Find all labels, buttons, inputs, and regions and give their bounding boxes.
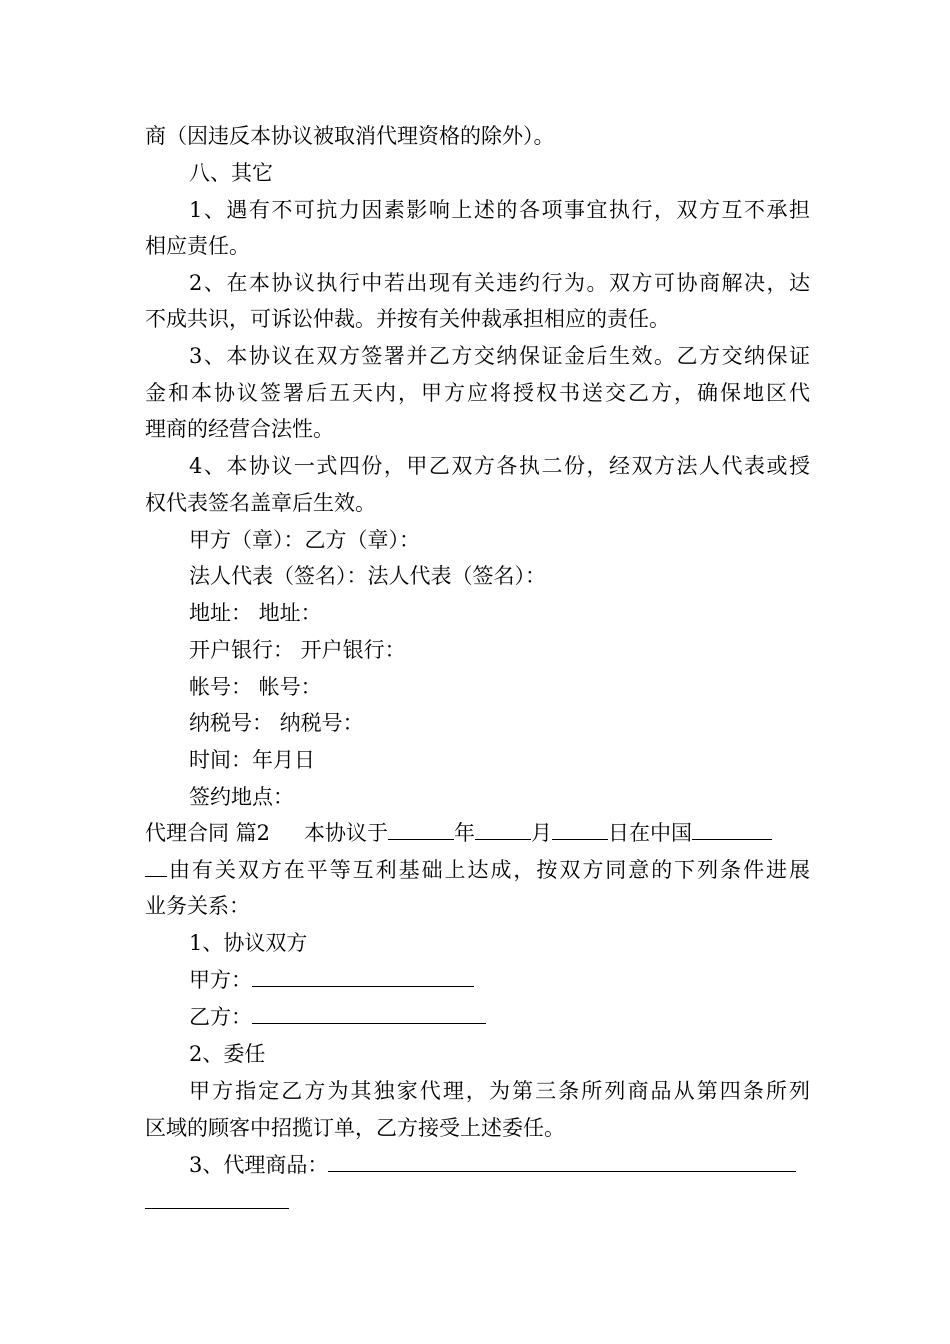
- text-fragment: 本协议于: [304, 821, 389, 845]
- agency-goods-line: [189, 1153, 810, 1177]
- party-a-line: [189, 968, 810, 992]
- text-line: 3、本协议在双方签署并乙方交纳保证金后生效。乙方交纳保证: [189, 344, 810, 368]
- bank-line: 开户银行： 开户银行：: [189, 638, 406, 662]
- signing-place-line: 签约地点：: [189, 785, 294, 809]
- date-line: 时间：年月日: [189, 748, 315, 772]
- text-line: 4、本协议一式四份，甲乙双方各执二份，经双方法人代表或授: [189, 454, 810, 478]
- account-line: 帐号： 帐号：: [189, 675, 322, 699]
- blank-continued-line: [145, 1190, 810, 1214]
- text-line: 金和本协议签署后五天内，甲方应将授权书送交乙方，确保地区代: [145, 381, 810, 405]
- text-fragment: 月: [531, 821, 553, 845]
- section-heading: 2、委任: [189, 1042, 266, 1066]
- blank-agency-goods: [328, 1153, 796, 1172]
- text-line: 不成共识，可诉讼仲裁。并按有关仲裁承担相应的责任。: [145, 307, 670, 331]
- text-line: 甲方指定乙方为其独家代理，为第三条所列商品从第四条所列: [189, 1079, 810, 1103]
- party-b-line: [189, 1005, 810, 1029]
- blank-agency-goods-continued: [145, 1190, 289, 1209]
- section-heading: 八、其它: [189, 161, 273, 185]
- tax-number-line: 纳税号： 纳税号：: [189, 711, 364, 735]
- agency-goods-label: 3、代理商品：: [189, 1153, 329, 1177]
- contract-title: 代理合同 篇2: [145, 821, 271, 845]
- blank-place-continued: [145, 858, 167, 877]
- text-fragment: 年: [454, 821, 476, 845]
- text-fragment: 日在中国: [608, 821, 693, 845]
- party-a-label: 甲方：: [189, 968, 252, 992]
- text-line: 商（因违反本协议被取消代理资格的除外）。: [145, 124, 555, 148]
- text-line: 区域的顾客中招揽订单，乙方接受上述委任。: [145, 1116, 565, 1140]
- blank-month: [475, 821, 531, 840]
- text-line: 1、遇有不可抗力因素影响上述的各项事宜执行，双方互不承担: [189, 198, 810, 222]
- text-line: [145, 858, 810, 882]
- blank-party-a: [252, 968, 474, 987]
- text-line: 相应责任。: [145, 234, 250, 258]
- text-fragment: 由有关双方在平等互利基础上达成，按双方同意的下列条件进展: [167, 858, 810, 882]
- party-b-label: 乙方：: [189, 1005, 252, 1029]
- blank-place: [692, 821, 772, 840]
- blank-day: [552, 821, 608, 840]
- text-line: 理商的经营合法性。: [145, 417, 334, 441]
- contract-heading-line: [145, 821, 810, 845]
- blank-year: [388, 821, 454, 840]
- legal-rep-line: 法人代表（签名）：法人代表（签名）：: [189, 564, 546, 588]
- text-line: 2、在本协议执行中若出现有关违约行为。双方可协商解决，达: [189, 271, 810, 295]
- signature-seal-line: 甲方（章）：乙方（章）：: [189, 528, 420, 552]
- text-line: 权代表签名盖章后生效。: [145, 491, 376, 515]
- blank-party-b: [252, 1005, 486, 1024]
- text-line: 业务关系：: [145, 894, 250, 918]
- section-heading: 1、协议双方: [189, 931, 308, 955]
- address-line: 地址： 地址：: [189, 601, 322, 625]
